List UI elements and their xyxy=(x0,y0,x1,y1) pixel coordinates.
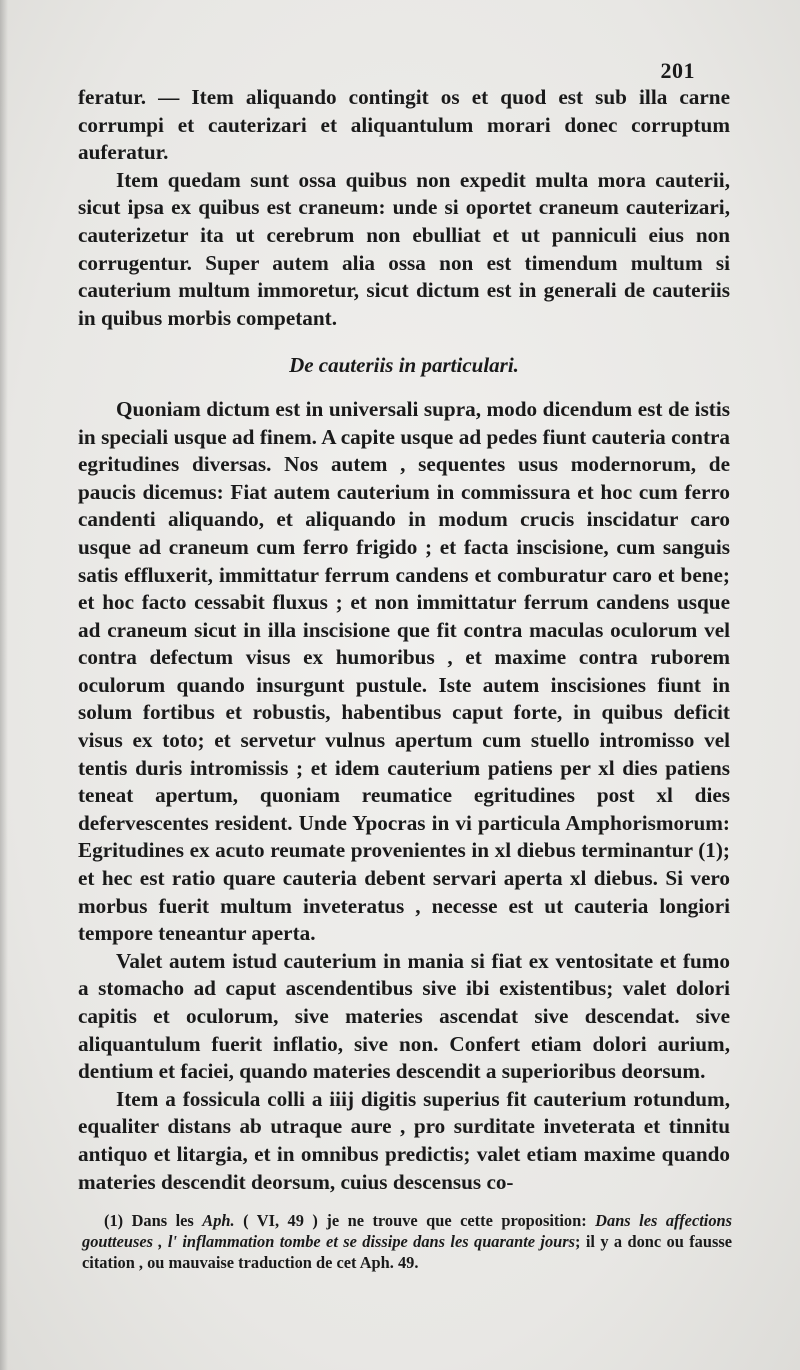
paragraph-1: feratur. — Item aliquando contingit os et quod est sub illa carne corrumpi et cauterizari et aliquantulum morari donec corruptum auferatur. xyxy=(78,85,730,165)
footnote-reference: Aph. xyxy=(202,1211,235,1230)
paragraph-2: Item quedam sunt ossa quibus non expedit multa mora cauterii, sicut ipsa ex quibus est craneum: unde si oportet craneum cauterizari, cauterizetur ita ut cerebrum non ebulliat et ut panniculi eius non corrugentur. Super autem alia ossa non est timendum multum si cauterium multum immoretur, sicut dictum est in generali de cauteriis in quibus morbis competant. xyxy=(78,167,730,330)
paragraph-3: Quoniam dictum est in universali supra, modo dicendum est de istis in speciali usque ad finem. A capite usque ad pedes fiunt cauteria contra egritudines diversas. Nos autem , sequentes usus modernorum, de paucis dicemus: Fiat autem cauterium in commissura et hoc cum ferro candenti aliquando, et aliquando in modum crucis inscidatur caro usque ad craneum cum ferro frigido ; et facta inscisione, cum sanguis satis effluxerit, immittatur ferrum candens et comburatur caro et bene; et hoc facto cessabit fluxus ; et non immittatur ferrum candens usque ad craneum sicut in illa inscisione que fit contra maculas oculorum vel contra defectum visus ex humoribus , et maxime contra ruborem oculorum quando insurgunt pustule. Iste autem inscisiones fiunt in solum fortibus et robustis, habentibus caput forte, in quibus deficit visus ex toto; et servetur vulnus apertum cum stuello intromisso vel tentis duris intromissis ; et idem cauterium patiens per xl dies patiens teneat apertum, quoniam reumatice egritudines post xl dies defervescentes resident. Unde Ypocras in vi particula Amphorismorum: Egritudines ex acuto reumate provenientes in xl diebus terminantur (1); et hec est ratio quare cauteria debent servari aperta xl diebus. Si vero morbus fuerit multum inveteratus , necesse est ut cauteria longiori tempore teneantur aperta. xyxy=(78,396,730,946)
section-heading: De cauteriis in particulari. xyxy=(289,353,519,378)
page-number: 201 xyxy=(660,58,695,83)
footnote-lead: (1) Dans les xyxy=(104,1211,203,1230)
footnote-ref-text: ( VI, 49 ) je ne trouve que cette proposition: xyxy=(234,1211,596,1230)
paragraph-5: Item a fossicula colli a iiij digitis superius fit cauterium rotundum, equaliter distans ab utraque aure , pro surditate inveterata et tinnitu antiquo et litargia, et in omnibus predictis; valet etiam maxime quando materies descendit deorsum, cuius descensus co- xyxy=(78,1086,730,1194)
footnote-tail: ; il y a donc ou fausse citation , ou mauvaise traduction de cet Aph. 49. xyxy=(82,1232,732,1272)
footnote xyxy=(82,1210,732,1273)
footnote-quote: Dans les affections goutteuses , l' inflammation tombe et se dissipe dans les quarante jours xyxy=(82,1211,733,1251)
paragraph-4: Valet autem istud cauterium in mania si fiat ex ventositate et fumo a stomacho ad caput ascendentibus sive ibi existentibus; valet dolori capitis et oculorum, sive materies ascendat sive descendat. sive aliquantulum fuerit inflatio, sive non. Confert etiam dolori aurium, dentium et faciei, quando materies descendit a superioribus deorsum. xyxy=(78,948,730,1084)
main-text xyxy=(78,84,730,1196)
page-edge-shadow xyxy=(0,0,8,1370)
